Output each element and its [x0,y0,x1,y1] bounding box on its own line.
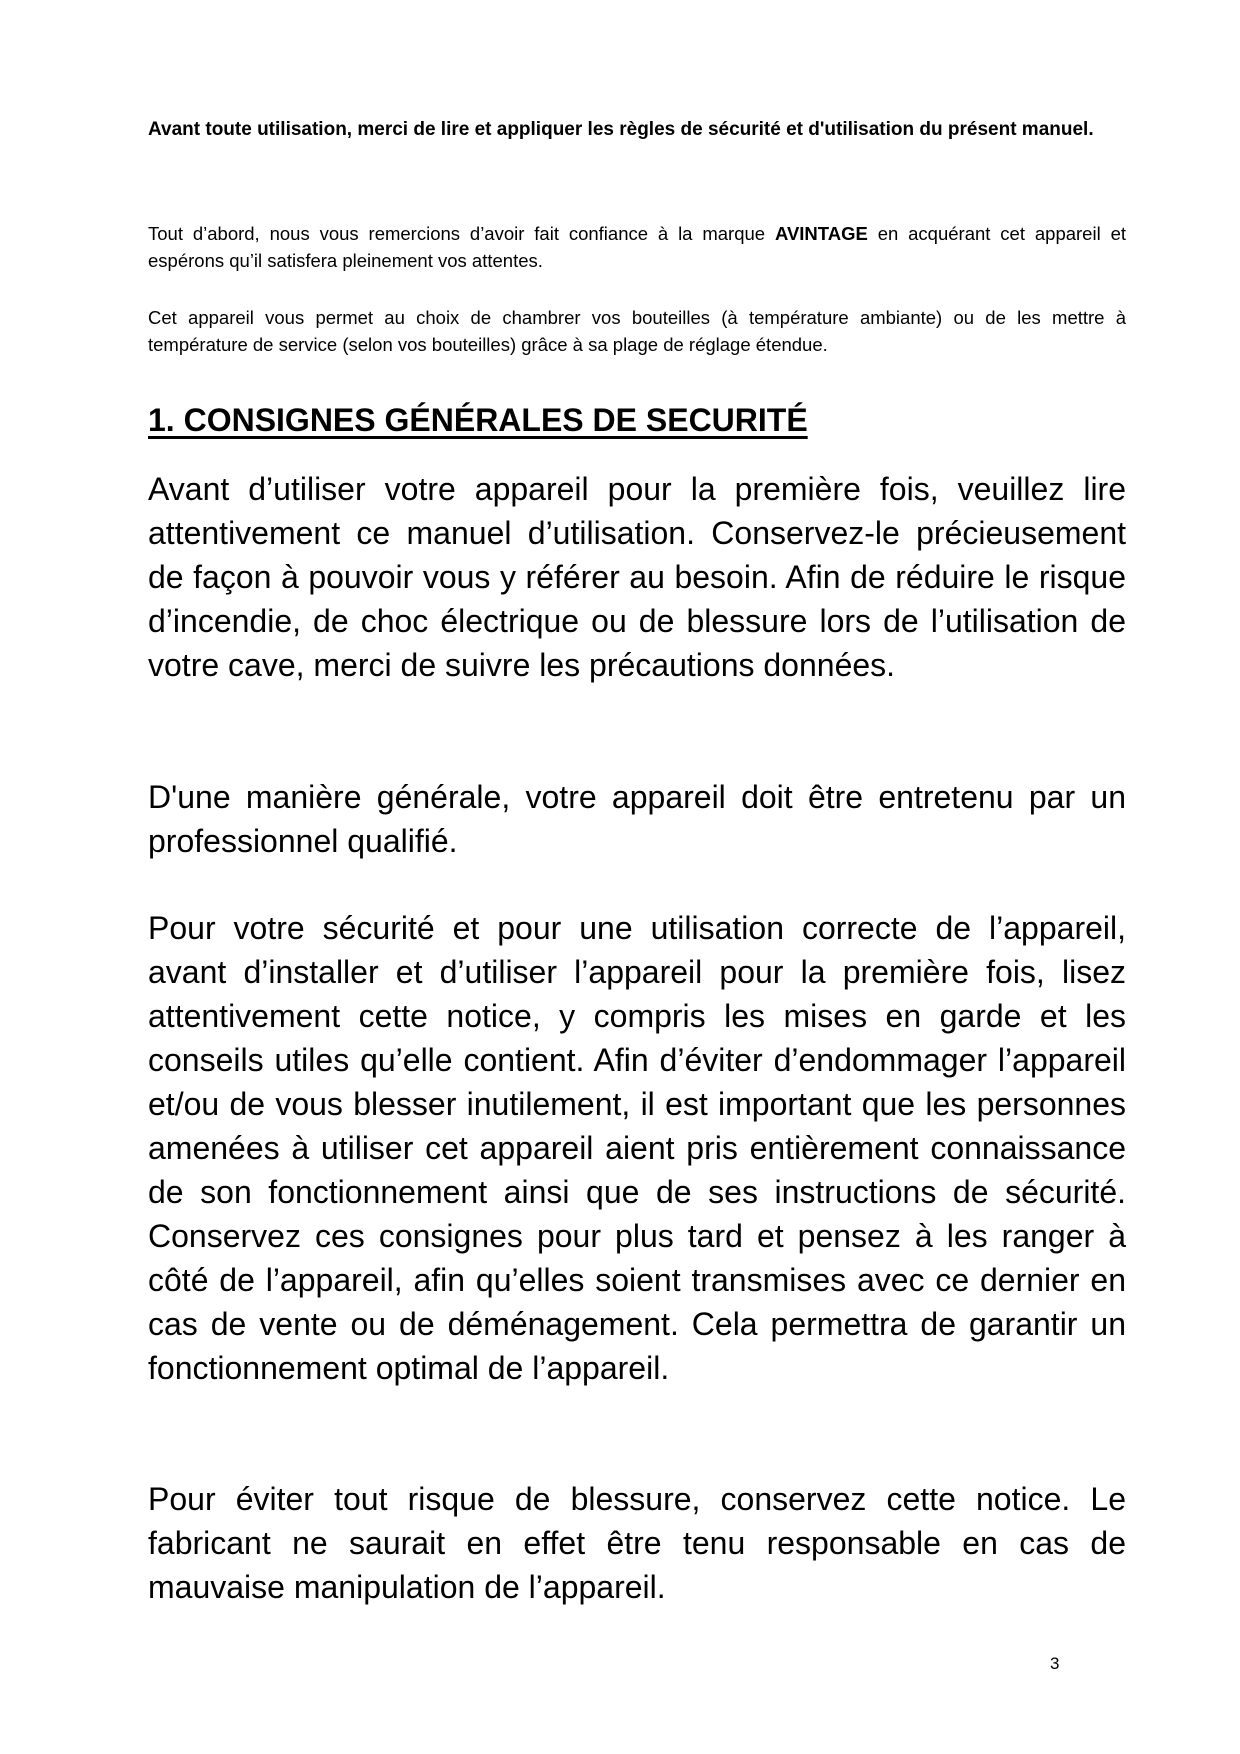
thanks-paragraph [148,220,1126,274]
thanks-text-end: en acquérant cet appareil et espérons qu’il satisfera pleinement vos attentes. [148,223,1126,271]
safety-notice: Avant toute utilisation, merci de lire et appliquer les règles de sécurité et d'utilisation du présent manuel. [148,119,1094,140]
brand-name: AVINTAGE [774,223,868,244]
product-description: Cet appareil vous permet au choix de chambrer vos bouteilles (à température ambiante) ou de les mettre à température de service (selon vos bouteilles) grâce à sa plage de réglage étendue. [148,307,1126,355]
section-paragraph: D'une manière générale, votre appareil doit être entretenu par un professionnel qualifié. [148,779,1126,859]
section-paragraph: Pour éviter tout risque de blessure, conservez cette notice. Le fabricant ne saurait en effet être tenu responsable en cas de mauvaise manipulation de l’appareil. [148,1481,1126,1605]
page-number: 3 [1050,1654,1060,1673]
section-paragraph: Avant d’utiliser votre appareil pour la première fois, veuillez lire attentivement ce manuel d’utilisation. Conservez-le précieusement de façon à pouvoir vous y référer au besoin. Afin de réduire le risque d’incendie, de choc électrique ou de blessure lors de l’utilisation de votre cave, merci de suivre les précautions données. [148,471,1126,683]
section-title: 1. CONSIGNES GÉNÉRALES DE SECURITÉ [148,402,808,438]
thanks-text-start: Tout d’abord, nous vous remercions d’avoir fait confiance à la marque [148,223,775,244]
section-paragraph: Pour votre sécurité et pour une utilisation correcte de l’appareil, avant d’installer et d’utiliser l’appareil pour la première fois, lisez attentivement cette notice, y compris les mises en garde et les conseils utiles qu’elle contient. Afin d’éviter d’endommager l’appareil et/ou de vous blesser inutilement, il est important que les personnes amenées à utiliser cet appareil aient pris entièrement connaissance de son fonctionnement ainsi que de ses instructions de sécurité. Conservez ces consignes pour plus tard et pensez à les ranger à côté de l’appareil, afin qu’elles soient transmises avec ce dernier en cas de vente ou de déménagement. Cela permettra de garantir un fonctionnement optimal de l’appareil. [148,910,1126,1386]
